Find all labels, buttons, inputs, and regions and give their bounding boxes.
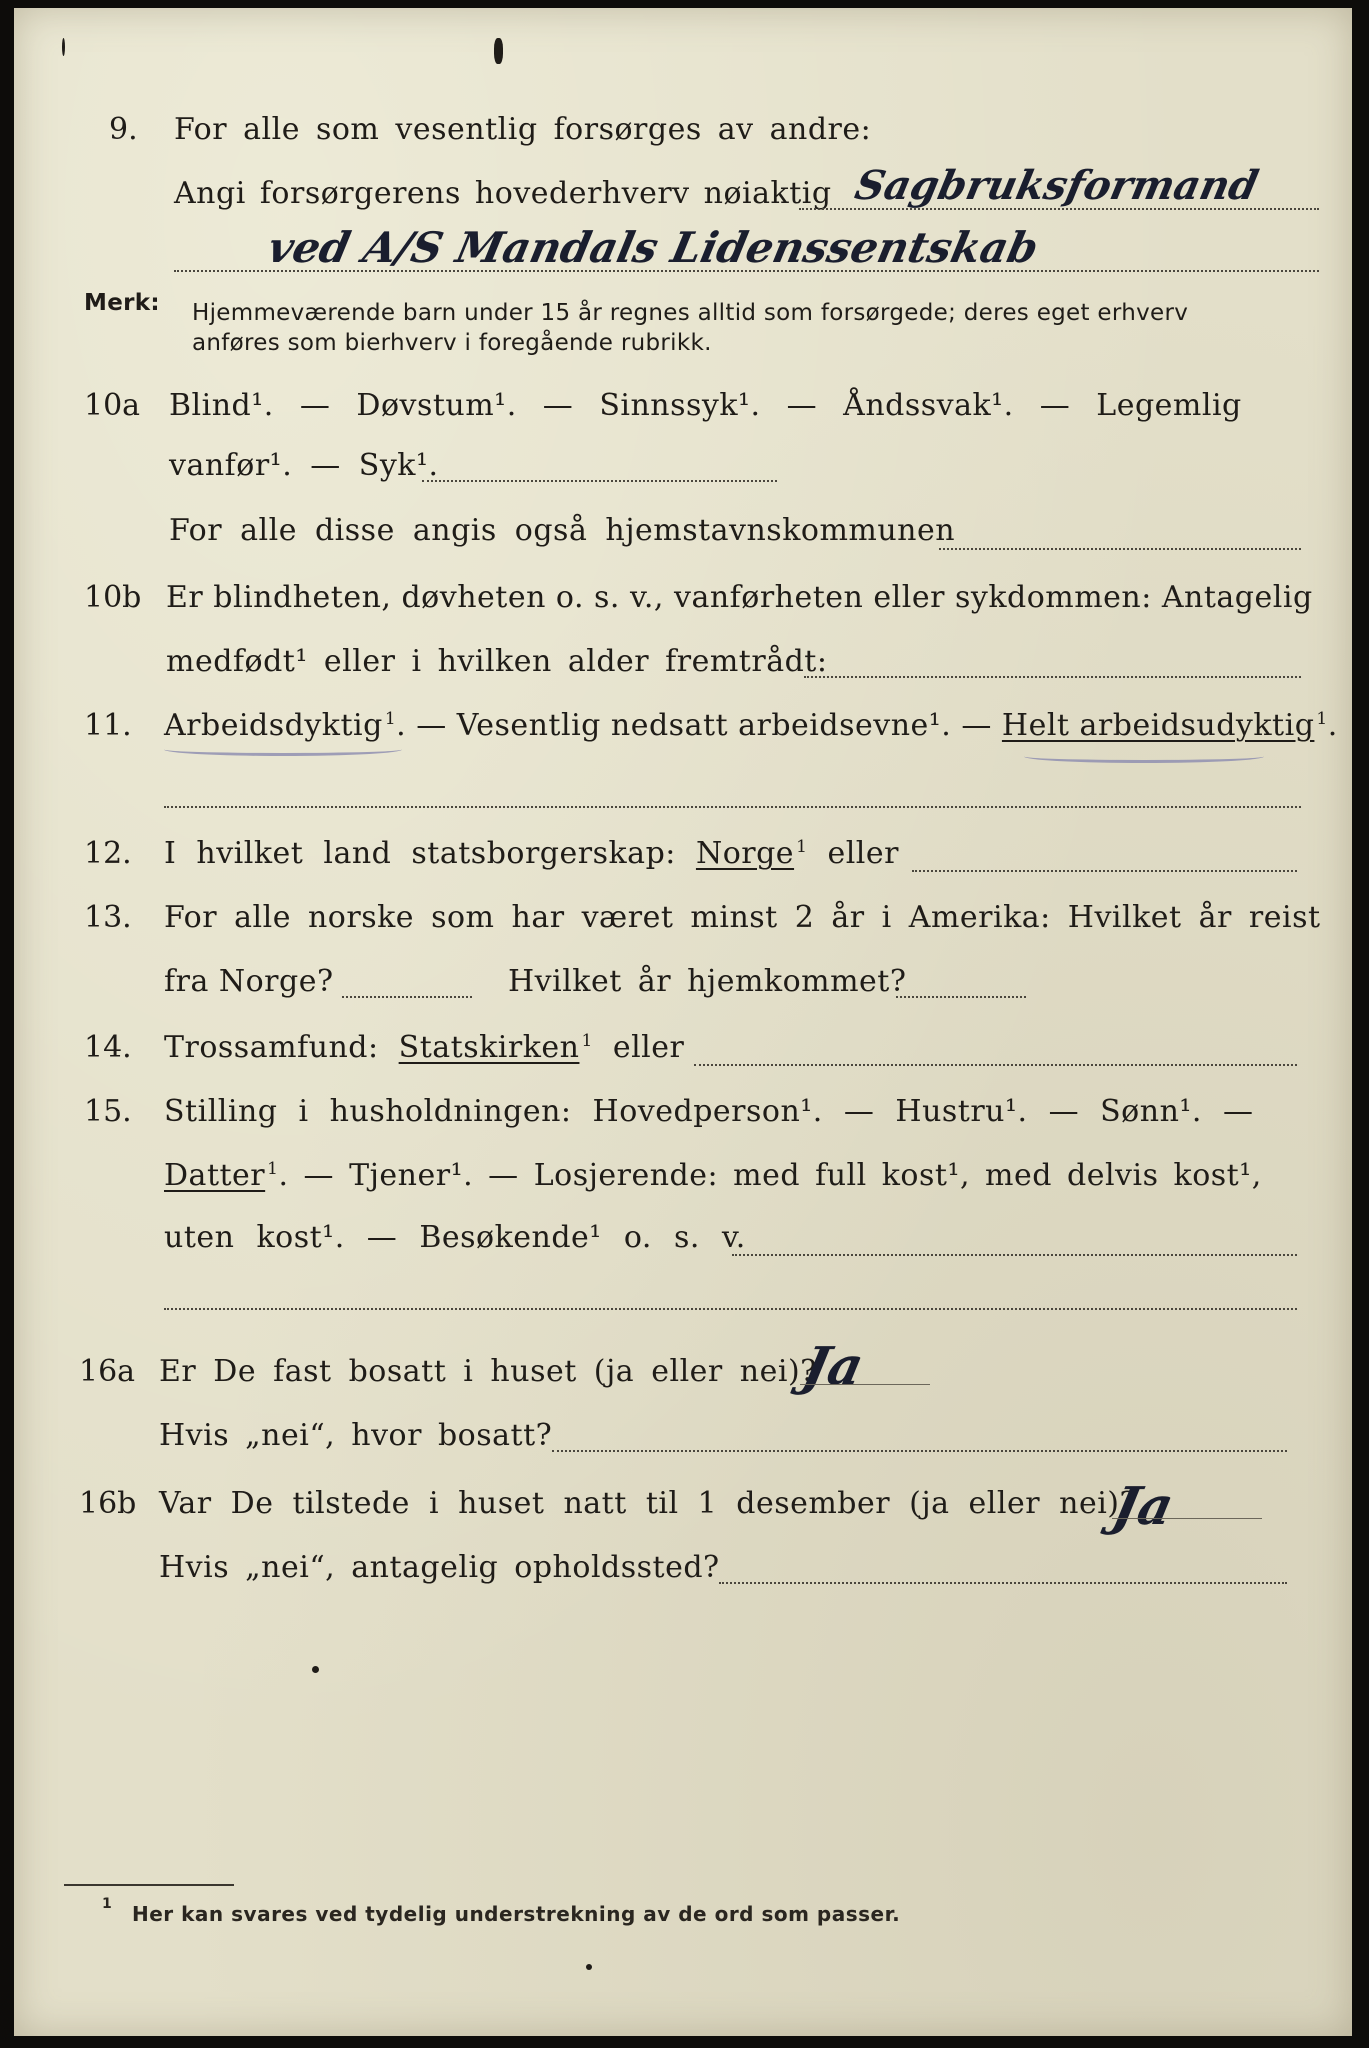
q16a-number: 16a <box>79 1354 136 1389</box>
q9-handwritten-answer-1[interactable]: Sagbruksformand <box>851 162 1263 209</box>
census-form-page <box>14 8 1352 2036</box>
merk-label: Merk: <box>84 290 160 316</box>
ink-speck <box>62 38 65 56</box>
q16a-bosatt-line <box>552 1450 1287 1452</box>
q11-answer-line <box>164 806 1301 808</box>
q15-number: 15. <box>84 1094 132 1129</box>
q14-answer-line <box>694 1064 1297 1066</box>
q16b-number: 16b <box>79 1486 137 1521</box>
q15-footnote-mark: 1 <box>267 1159 279 1179</box>
q11-footnote-mark-1: 1 <box>384 709 397 729</box>
q13-number: 13. <box>84 900 132 935</box>
q11-footnote-mark-3: 1 <box>1316 709 1328 729</box>
q14-option-statskirken[interactable]: Statskirken <box>398 1030 580 1065</box>
footnote-text: Her kan svares ved tydelig understrekning av de ord som passer. <box>132 1902 901 1926</box>
q16b-opholdssted-line <box>719 1582 1287 1584</box>
q11-line <box>164 708 1338 743</box>
q12-option-norge[interactable]: Norge <box>695 836 795 871</box>
q10b-number: 10b <box>84 580 142 615</box>
q10b-answer-line <box>804 676 1301 678</box>
q14-line <box>164 1030 684 1065</box>
q10a-hjemstavn-line <box>939 548 1301 550</box>
q14-number: 14. <box>84 1030 132 1065</box>
q12-suffix: eller <box>827 836 899 871</box>
q16a-line1: Er De fast bosatt i huset (ja eller nei)? <box>159 1354 817 1389</box>
q16a-handwritten-answer[interactable]: Ja <box>797 1336 869 1397</box>
q11-end: . <box>1327 708 1338 743</box>
q12-prefix: I hvilket land statsborgerskap: <box>164 836 676 871</box>
footnote-separator <box>64 1884 234 1886</box>
q12-answer-line <box>912 870 1297 872</box>
q15-option-datter[interactable]: Datter <box>164 1158 266 1193</box>
q14-suffix: eller <box>612 1030 685 1065</box>
q15-line2 <box>164 1158 1262 1193</box>
q12-line <box>164 836 899 871</box>
q14-prefix: Trossamfund: <box>164 1030 379 1065</box>
pencil-mark <box>1024 750 1264 763</box>
q13-part-b: Hvilket år hjemkommet? <box>508 964 907 999</box>
q13-line1: For alle norske som har været minst 2 år i Amerika: Hvilket år reist <box>164 900 1321 935</box>
q13-part-a: fra Norge? <box>164 964 334 999</box>
q10a-number: 10a <box>84 388 141 423</box>
q9-line1: For alle som vesentlig forsørges av andre: <box>174 112 872 147</box>
q9-handwritten-answer-2[interactable]: ved A/S Mandals Lidenssentskab <box>263 223 1043 272</box>
q10a-line2: vanfør¹. — Syk¹. <box>169 448 439 483</box>
q13-hjemkommet-line <box>896 996 1026 998</box>
q10b-line2: medfødt¹ eller i hvilken alder fremtrådt: <box>166 644 828 679</box>
ink-speck <box>586 1964 592 1970</box>
q11-option-helt-arbeidsudyktig[interactable]: Helt arbeidsudyktig <box>1001 708 1315 743</box>
q10a-line1: Blind¹. — Døvstum¹. — Sinnssyk¹. — Åndssvak¹. — Legemlig <box>169 388 1242 423</box>
q16b-line2: Hvis „nei“, antagelig opholdssted? <box>159 1550 720 1585</box>
q16a-answer-line <box>800 1384 930 1385</box>
q13-reist-line <box>342 996 472 998</box>
footnote-marker: 1 <box>102 1896 113 1912</box>
q15-line2-rest: . — Tjener¹. — Losjerende: med full kost¹, med delvis kost¹, <box>278 1158 1262 1193</box>
q15-answer-line <box>732 1254 1297 1256</box>
q9-number: 9. <box>109 112 138 147</box>
q9-line2: Angi forsørgerens hovederhverv nøiaktig <box>174 176 832 211</box>
merk-line1: Hjemmeværende barn under 15 år regnes alltid som forsørgede; deres eget erhverv <box>192 300 1189 326</box>
q12-footnote-mark: 1 <box>796 837 808 857</box>
q15-line1: Stilling i husholdningen: Hovedperson¹. — Hustru¹. — Sønn¹. — <box>164 1094 1254 1129</box>
merk-line2: anføres som bierhverv i foregående rubrikk. <box>192 330 712 356</box>
q10a-line3: For alle disse angis også hjemstavnskommunen <box>169 513 956 548</box>
q11-middle: . — Vesentlig nedsatt arbeidsevne¹. — <box>396 708 992 743</box>
q16a-line2: Hvis „nei“, hvor bosatt? <box>159 1418 553 1453</box>
q16b-answer-line <box>1112 1518 1262 1519</box>
pencil-mark <box>164 743 402 756</box>
q15-line3: uten kost¹. — Besøkende¹ o. s. v. <box>164 1220 746 1255</box>
ink-speck <box>312 1666 319 1673</box>
ink-speck <box>494 38 503 64</box>
q10b-line1: Er blindheten, døvheten o. s. v., vanførheten eller sykdommen: Antagelig <box>166 580 1313 615</box>
q11-number: 11. <box>84 708 132 743</box>
q11-option-arbeidsdyktig[interactable]: Arbeidsdyktig <box>164 708 383 743</box>
q16b-line1: Var De tilstede i huset natt til 1 desember (ja eller nei)? <box>159 1486 1137 1521</box>
q16b-handwritten-answer[interactable]: Ja <box>1107 1476 1179 1537</box>
q14-footnote-mark: 1 <box>581 1031 593 1051</box>
q12-number: 12. <box>84 836 132 871</box>
q10a-syk-line <box>422 480 777 482</box>
q15-answer-line-2 <box>164 1308 1297 1310</box>
